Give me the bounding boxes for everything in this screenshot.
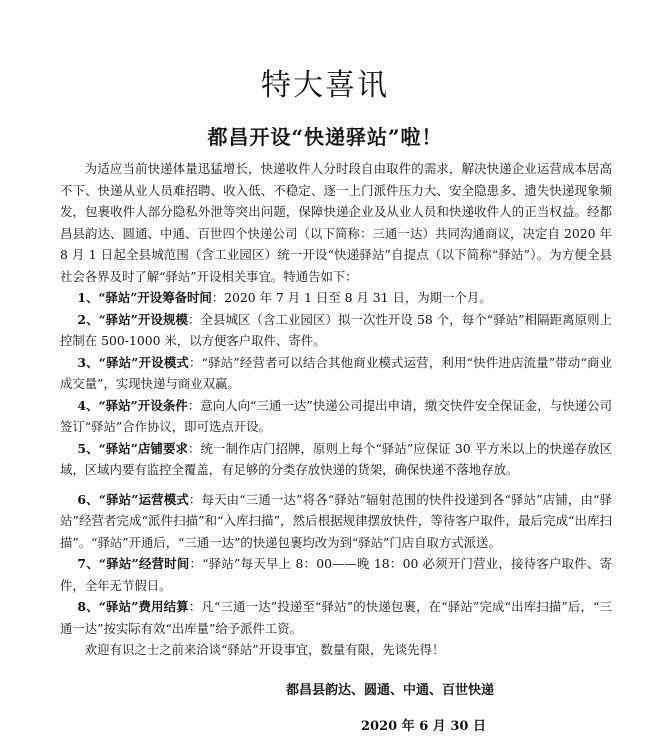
item-text: ：“驿站”经营者可以结合其他商业模式运营，利用“快件进店流量”带动“商业成交量”，实现快递与商业双赢。 — [60, 354, 612, 391]
item-heading: 2、“驿站”开设规模 — [77, 311, 189, 327]
item-heading: 8、“驿站”费用结算 — [77, 599, 189, 614]
list-item — [60, 395, 612, 438]
item-text: ：凡“三通一达”投递至“驿站”的快递包裹，在“驿站”完成“出库扫描”后，“三通一达”按实际有效“出库量”给予派件工资。 — [60, 599, 612, 636]
list-item — [60, 287, 612, 309]
page-subtitle: 都昌开设“快递驿站”啦！ — [207, 125, 443, 149]
list-item — [60, 553, 612, 596]
item-heading: 1、“驿站”开设筹备时间 — [77, 290, 212, 305]
item-text: ：全县城区（含工业园区）拟一次性开设 58 个，每个“驿站”相隔距离原则上控制在 500-1000 米，以方便客户取件、寄件。 — [60, 311, 612, 348]
page-title: 特大喜讯 — [261, 68, 389, 103]
item-text: ：意向人向“三通一达”快递公司提出申请，缴交快件安全保证金，与快递公司签订“驿站”合作协议，即可选点开设。 — [60, 397, 612, 434]
notice-body — [60, 158, 612, 661]
item-heading: 6、“驿站”运营模式 — [77, 491, 189, 507]
item-text: ：2020 年 7 月 1 日至 8 月 31 日，为期一个月。 — [211, 290, 492, 305]
list-item — [60, 489, 612, 554]
list-item — [60, 309, 612, 352]
paragraph-gap — [60, 481, 612, 489]
item-heading: 3、“驿站”开设模式 — [77, 354, 190, 370]
item-text: ：每天由“三通一达”将各“驿站”辐射范围的快件投递到各“驿站”店铺，由“驿站”经营者完成“派件扫描”和“入库扫描”，然后根据规律摆放快件，等待客户取件，最后完成“出库扫描”。“驿站”开通后，“三通一达”的快递包裹均改为到“驿站”门店自取方式派送。 — [60, 491, 612, 550]
list-item — [60, 352, 612, 395]
item-heading: 7、“驿站”经营时间 — [77, 556, 190, 571]
list-item — [60, 438, 612, 481]
item-text: ：统一制作店门招牌，原则上每个“驿站”应保证 30 平方米以上的快递存放区域，区域内要有监控全覆盖，有足够的分类存放快递的货架，确保快递不落地存放。 — [60, 440, 612, 477]
intro-paragraph: 为适应当前快递体量迅猛增长，快递收件人分时段自由取件的需求，解决快递企业运营成本居高不下、快递从业人员难招聘、收入低、不稳定、逐一上门派件压力大、安全隐患多、遗失快递现象频发，包裹收件人部分隐私外泄等突出问题，保障快递企业及从业人员和快递收件人的正当权益。经都昌县韵达、圆通、中通、百世四个快递公司（以下简称：三通一达）共同沟通商议，决定自 2020 年 8 月 1 日起全县城范围（含工业园区）统一开设“快递驿站”自提点（以下简称“驿站”）。为方便全县社会各界及时了解“驿站”开设相关事宜。特通告如下： — [60, 161, 612, 284]
closing-paragraph: 欢迎有识之士之前来洽谈“驿站”开设事宜，数量有限，先谈先得！ — [84, 642, 445, 657]
list-item — [60, 596, 612, 639]
signature: 都昌县韵达、圆通、中通、百世快递 — [286, 683, 495, 698]
item-heading: 5、“驿站”店铺要求 — [77, 440, 189, 456]
item-text: ：“驿站”每天早上 8：00——晚 18：00 必须开门营业，接待客户取件、寄件，全年无节假日。 — [60, 556, 612, 593]
signature-date: 2020 年 6 月 30 日 — [361, 719, 486, 734]
item-heading: 4、“驿站”开设条件 — [77, 397, 188, 413]
